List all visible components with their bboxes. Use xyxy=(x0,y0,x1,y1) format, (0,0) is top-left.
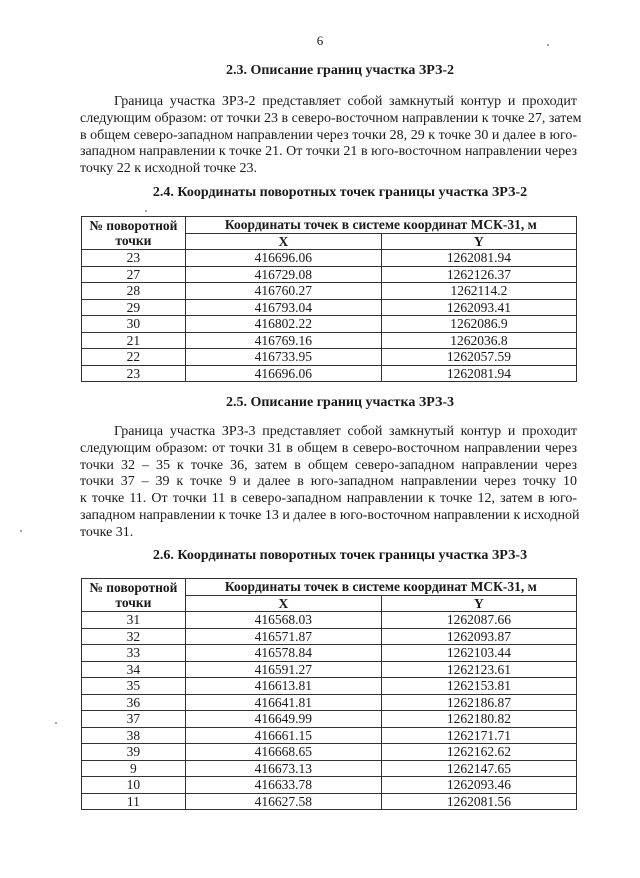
y-coordinate-cell: 1262126.37 xyxy=(381,266,576,283)
x-coordinate-cell: 416578.84 xyxy=(185,645,381,662)
coordinates-header: Координаты точек в системе координат МСК-31, м xyxy=(185,217,576,234)
table-row xyxy=(82,283,577,300)
paragraph-line: точки 32 – 35 к точке 36, затем в общем северо-западном направлении через xyxy=(80,457,577,473)
x-coordinate-cell: 416627.58 xyxy=(185,793,381,810)
table-row xyxy=(82,777,577,794)
paragraph-line: точки 37 – 39 к точке 9 и далее в юго-западном направлении через точку 10 xyxy=(80,474,577,490)
paragraph-line: Граница участка ЗРЗ-2 представляет собой замкнутый контур и проходит xyxy=(114,94,577,109)
y-coordinate-cell: 1262103.44 xyxy=(381,645,576,662)
table-row xyxy=(82,299,577,316)
scan-speck xyxy=(55,722,57,724)
paragraph-line: в общем северо-западном направлении через точки 28, 29 к точке 30 и далее в юго- xyxy=(80,127,577,143)
paragraph-line: следующим образом: от точки 23 в северо-восточном направлении к точке 27, затем xyxy=(80,110,582,126)
table-row xyxy=(82,628,577,645)
y-coordinate-cell: 1262093.41 xyxy=(381,299,576,316)
coordinates-table-zrz-2 xyxy=(81,216,577,382)
point-number-cell: 37 xyxy=(82,711,186,728)
table-row xyxy=(82,365,577,382)
paragraph-line: Граница участка ЗРЗ-3 представляет собой замкнутый контур и проходит xyxy=(114,424,577,439)
x-coordinate-cell: 416769.16 xyxy=(185,332,381,349)
x-coordinate-cell: 416733.95 xyxy=(185,349,381,366)
x-coordinate-cell: 416729.08 xyxy=(185,266,381,283)
y-coordinate-cell: 1262114.2 xyxy=(381,283,576,300)
coordinates-header: Координаты точек в системе координат МСК-31, м xyxy=(185,579,576,596)
x-coordinate-cell: 416793.04 xyxy=(185,299,381,316)
paragraph-line: точку 22 к исходной точке 23. xyxy=(80,161,257,177)
section-2-5-text xyxy=(80,424,580,542)
y-coordinate-cell: 1262186.87 xyxy=(381,694,576,711)
y-coordinate-cell: 1262153.81 xyxy=(381,678,576,695)
point-number-cell: 29 xyxy=(82,299,186,316)
x-coordinate-cell: 416568.03 xyxy=(185,612,381,629)
scan-speck xyxy=(20,530,22,532)
point-number-cell: 33 xyxy=(82,645,186,662)
y-coordinate-cell: 1262171.71 xyxy=(381,727,576,744)
x-coordinate-cell: 416633.78 xyxy=(185,777,381,794)
table-row xyxy=(82,316,577,333)
y-coordinate-cell: 1262123.61 xyxy=(381,661,576,678)
page-number: 6 xyxy=(316,33,324,48)
point-number-cell: 36 xyxy=(82,694,186,711)
table-row xyxy=(82,711,577,728)
point-number-cell: 23 xyxy=(82,250,186,267)
point-number-cell: 22 xyxy=(82,349,186,366)
point-number-cell: 9 xyxy=(82,760,186,777)
point-number-header: № поворотной точки xyxy=(82,217,186,250)
y-header: Y xyxy=(381,595,576,612)
point-number-header: № поворотной точки xyxy=(82,579,186,612)
section-heading-2-5: 2.5. Описание границ участка ЗРЗ-3 xyxy=(225,395,455,410)
scan-speck xyxy=(145,210,147,212)
table-row xyxy=(82,612,577,629)
point-number-cell: 34 xyxy=(82,661,186,678)
section-heading-2-6: 2.6. Координаты поворотных точек границы участка ЗРЗ-3 xyxy=(152,548,528,563)
y-coordinate-cell: 1262162.62 xyxy=(381,744,576,761)
paragraph-line: западном направлении к точке 21. От точки 21 в юго-восточном направлении через xyxy=(80,144,577,160)
table-row xyxy=(82,760,577,777)
point-number-cell: 35 xyxy=(82,678,186,695)
y-coordinate-cell: 1262093.87 xyxy=(381,628,576,645)
x-coordinate-cell: 416649.99 xyxy=(185,711,381,728)
point-number-cell: 23 xyxy=(82,365,186,382)
x-header: X xyxy=(185,233,381,250)
x-coordinate-cell: 416641.81 xyxy=(185,694,381,711)
y-coordinate-cell: 1262057.59 xyxy=(381,349,576,366)
section-2-3-text xyxy=(80,94,582,178)
y-coordinate-cell: 1262081.94 xyxy=(381,250,576,267)
table-row xyxy=(82,694,577,711)
x-coordinate-cell: 416696.06 xyxy=(185,250,381,267)
paragraph-line: западном направлении к точке 13 и далее в юго-восточном направлении к исходной xyxy=(80,507,580,523)
section-heading-2-4: 2.4. Координаты поворотных точек границы участка ЗРЗ-2 xyxy=(152,185,528,200)
table-row xyxy=(82,645,577,662)
table-row xyxy=(82,349,577,366)
table-row xyxy=(82,678,577,695)
point-number-cell: 28 xyxy=(82,283,186,300)
x-coordinate-cell: 416613.81 xyxy=(185,678,381,695)
x-coordinate-cell: 416802.22 xyxy=(185,316,381,333)
y-coordinate-cell: 1262147.65 xyxy=(381,760,576,777)
x-coordinate-cell: 416571.87 xyxy=(185,628,381,645)
table-row xyxy=(82,250,577,267)
y-coordinate-cell: 1262086.9 xyxy=(381,316,576,333)
table-row xyxy=(82,744,577,761)
point-number-cell: 30 xyxy=(82,316,186,333)
paragraph-line: к точке 11. От точки 11 в северо-западном направлении к точке 12, затем в юго- xyxy=(80,491,577,507)
y-coordinate-cell: 1262087.66 xyxy=(381,612,576,629)
x-coordinate-cell: 416591.27 xyxy=(185,661,381,678)
scan-speck xyxy=(547,44,549,46)
table-row xyxy=(82,661,577,678)
y-coordinate-cell: 1262093.46 xyxy=(381,777,576,794)
y-coordinate-cell: 1262081.94 xyxy=(381,365,576,382)
paragraph-line: следующим образом: от точки 31 в общем в северо-восточном направлении через xyxy=(80,440,577,456)
y-coordinate-cell: 1262180.82 xyxy=(381,711,576,728)
y-coordinate-cell: 1262036.8 xyxy=(381,332,576,349)
y-header: Y xyxy=(381,233,576,250)
x-header: X xyxy=(185,595,381,612)
table-row xyxy=(82,266,577,283)
table-row xyxy=(82,793,577,810)
paragraph-line: точке 31. xyxy=(80,524,134,540)
point-number-cell: 27 xyxy=(82,266,186,283)
section-heading-2-3: 2.3. Описание границ участка ЗРЗ-2 xyxy=(225,63,455,78)
x-coordinate-cell: 416661.15 xyxy=(185,727,381,744)
coordinates-table-zrz-3 xyxy=(81,578,577,810)
point-number-cell: 32 xyxy=(82,628,186,645)
table-row xyxy=(82,332,577,349)
x-coordinate-cell: 416696.06 xyxy=(185,365,381,382)
point-number-cell: 39 xyxy=(82,744,186,761)
point-number-cell: 38 xyxy=(82,727,186,744)
x-coordinate-cell: 416673.13 xyxy=(185,760,381,777)
point-number-cell: 10 xyxy=(82,777,186,794)
x-coordinate-cell: 416668.65 xyxy=(185,744,381,761)
point-number-cell: 31 xyxy=(82,612,186,629)
point-number-cell: 11 xyxy=(82,793,186,810)
point-number-cell: 21 xyxy=(82,332,186,349)
x-coordinate-cell: 416760.27 xyxy=(185,283,381,300)
table-row xyxy=(82,727,577,744)
y-coordinate-cell: 1262081.56 xyxy=(381,793,576,810)
